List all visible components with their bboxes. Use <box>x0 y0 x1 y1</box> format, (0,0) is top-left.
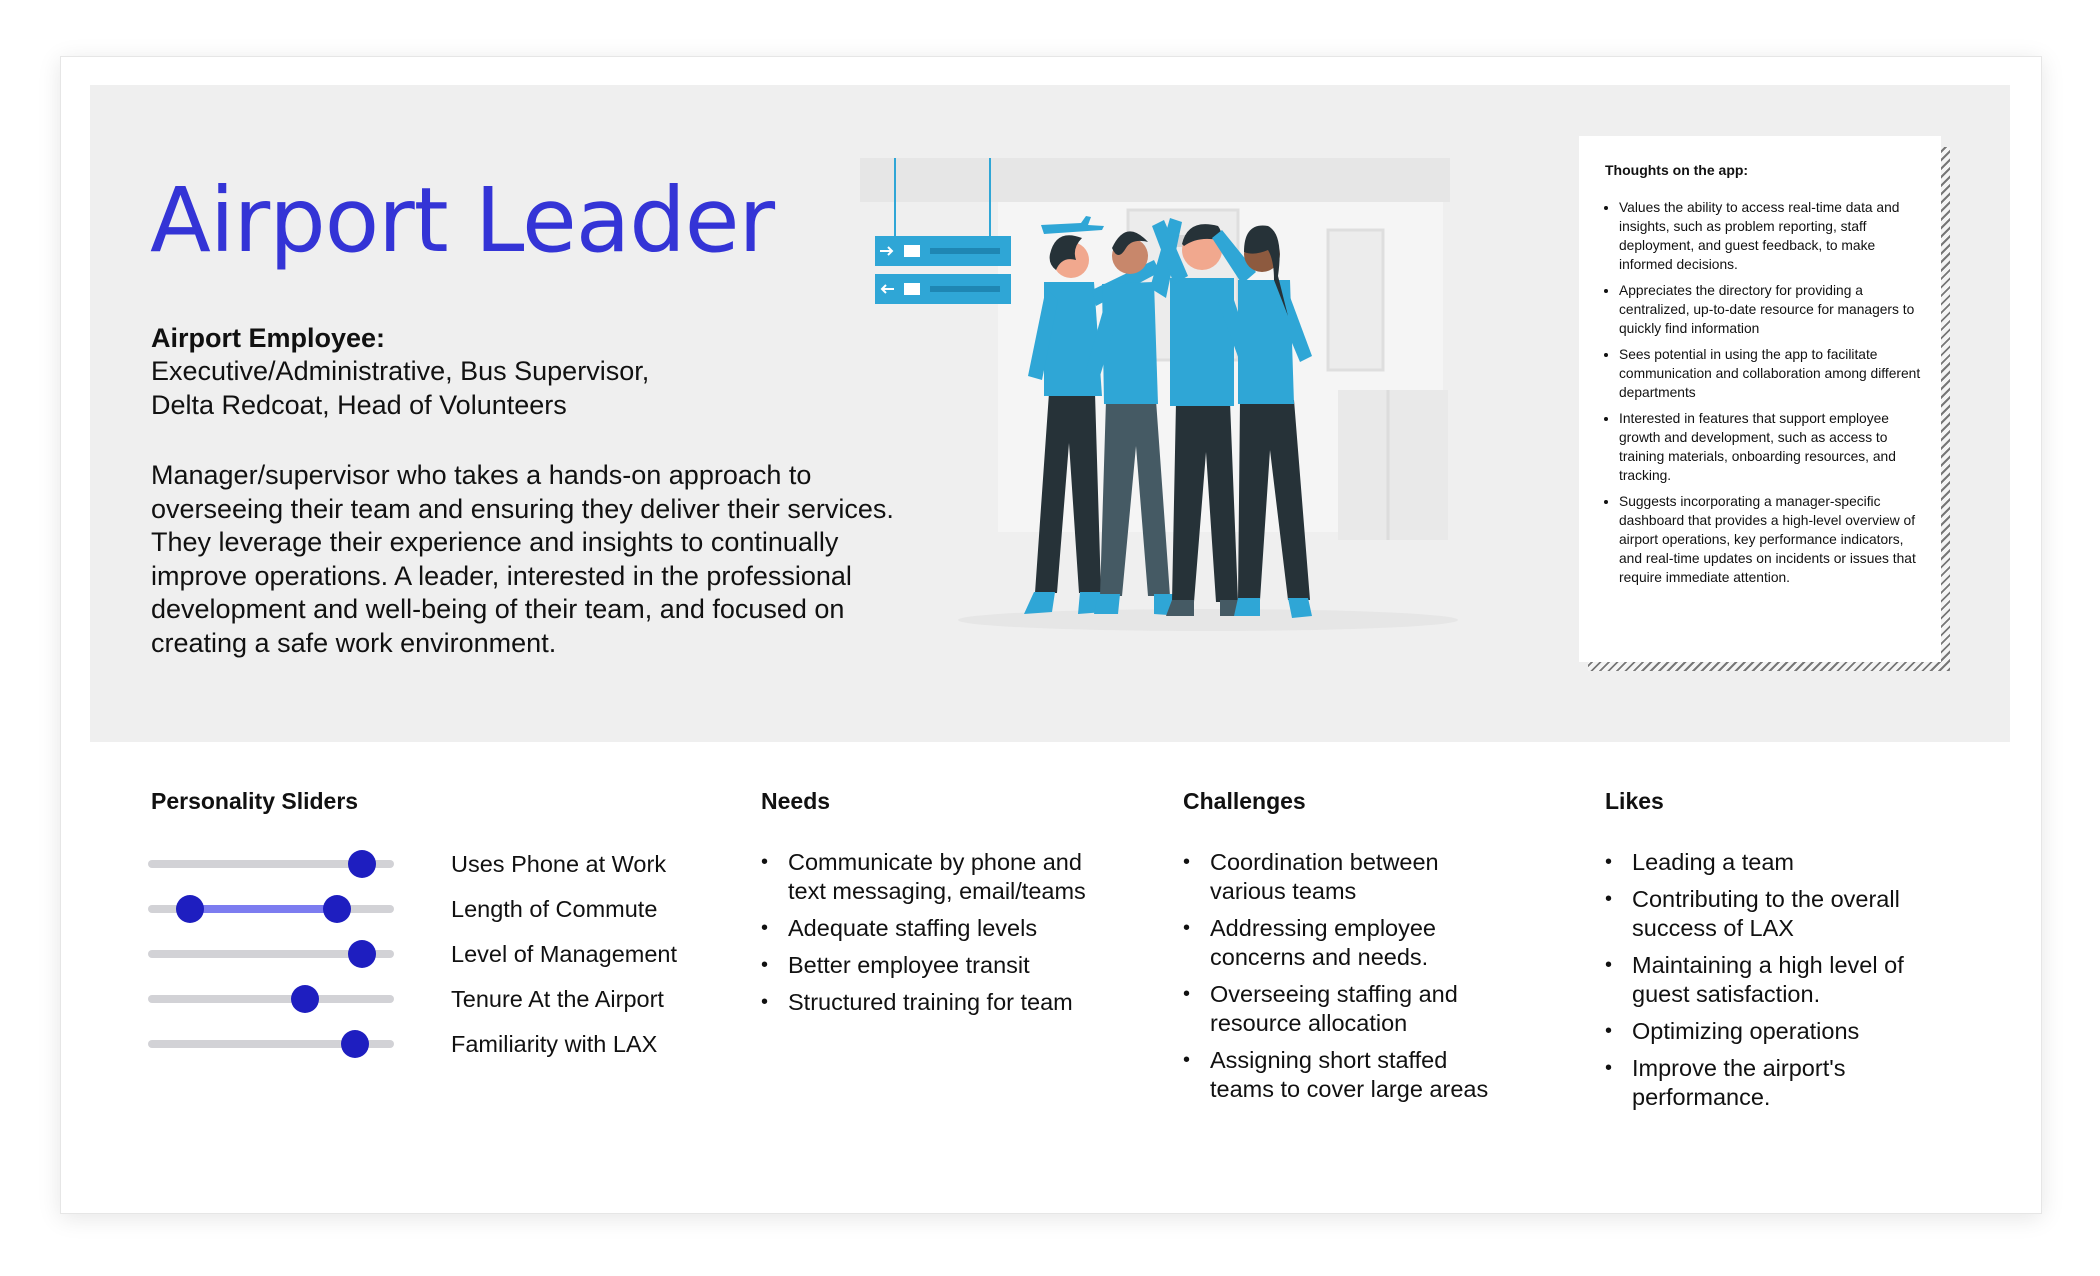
list-item: • Improve the airport's performance. <box>1605 1054 1935 1112</box>
slider-label: Level of Management <box>451 941 678 967</box>
needs-heading: Needs <box>761 788 831 814</box>
list-item: • Communicate by phone and text messaging, email/teams <box>761 848 1101 906</box>
slider-thumb[interactable] <box>341 1030 369 1058</box>
slider-label: Length of Commute <box>451 896 658 922</box>
slider-thumb-low[interactable] <box>176 895 204 923</box>
roles-line: Delta Redcoat, Head of Volunteers <box>151 390 567 420</box>
slider-label: Uses Phone at Work <box>451 851 667 877</box>
thought-item: • Values the ability to access real-time data and insights, such as problem reporting, staff deployment, and guest feedback, to make informed decisions. <box>1619 198 1921 274</box>
list-item: • Addressing employee concerns and needs. <box>1183 914 1513 972</box>
persona-title: Airport Leader <box>150 168 775 272</box>
list-item: • Leading a team <box>1605 848 1935 877</box>
slider-level-of-management[interactable] <box>148 950 394 958</box>
slider-label: Tenure At the Airport <box>451 986 664 1012</box>
likes-heading: Likes <box>1605 788 1664 814</box>
thought-item: • Suggests incorporating a manager-specific dashboard that provides a high-level overview of airport operations, key performance indicators, and real-time updates on incidents or issues that require immediate attention. <box>1619 492 1921 587</box>
thought-item: • Appreciates the directory for providing a centralized, up-to-date resource for managers to quickly find information <box>1619 281 1921 338</box>
slider-familiarity-lax[interactable] <box>148 1040 394 1048</box>
slider-label: Familiarity with LAX <box>451 1031 658 1057</box>
personality-sliders-heading: Personality Sliders <box>151 788 359 814</box>
list-item: • Overseeing staffing and resource allocation <box>1183 980 1513 1038</box>
likes-list <box>1605 848 1935 1120</box>
slider-thumb[interactable] <box>348 940 376 968</box>
challenges-heading: Challenges <box>1183 788 1306 814</box>
slider-thumb[interactable] <box>348 850 376 878</box>
challenges-list <box>1183 848 1513 1112</box>
list-item: • Maintaining a high level of guest satisfaction. <box>1605 951 1935 1009</box>
needs-list <box>761 848 1101 1025</box>
list-item: • Adequate staffing levels <box>761 914 1101 943</box>
thoughts-heading: Thoughts on the app: <box>1605 162 1749 178</box>
list-item: • Structured training for team <box>761 988 1101 1017</box>
roles-heading: Airport Employee: <box>151 323 386 353</box>
team-high-five-illustration <box>858 150 1498 640</box>
list-item: • Better employee transit <box>761 951 1101 980</box>
list-item: • Assigning short staffed teams to cover large areas <box>1183 1046 1513 1104</box>
slider-uses-phone[interactable] <box>148 860 394 868</box>
list-item: • Coordination between various teams <box>1183 848 1513 906</box>
list-item: • Contributing to the overall success of LAX <box>1605 885 1935 943</box>
slider-tenure[interactable] <box>148 995 394 1003</box>
thought-item: • Interested in features that support employee growth and development, such as access to training materials, onboarding resources, and tracking. <box>1619 409 1921 485</box>
list-item: • Optimizing operations <box>1605 1017 1935 1046</box>
slider-range-fill <box>190 905 338 913</box>
roles-line: Executive/Administrative, Bus Supervisor, <box>151 356 650 386</box>
thought-item: • Sees potential in using the app to facilitate communication and collaboration among different departments <box>1619 345 1921 402</box>
thoughts-card <box>1579 136 1941 662</box>
thoughts-list <box>1605 198 1921 587</box>
slider-length-of-commute[interactable] <box>148 905 394 913</box>
persona-description: Manager/supervisor who takes a hands-on approach to overseeing their team and ensuring they deliver their services. They leverage their experience and insights to continually improve operations. A leader, interested in the professional development and well-being of their team, and focused on creating a safe work environment. <box>151 460 894 658</box>
